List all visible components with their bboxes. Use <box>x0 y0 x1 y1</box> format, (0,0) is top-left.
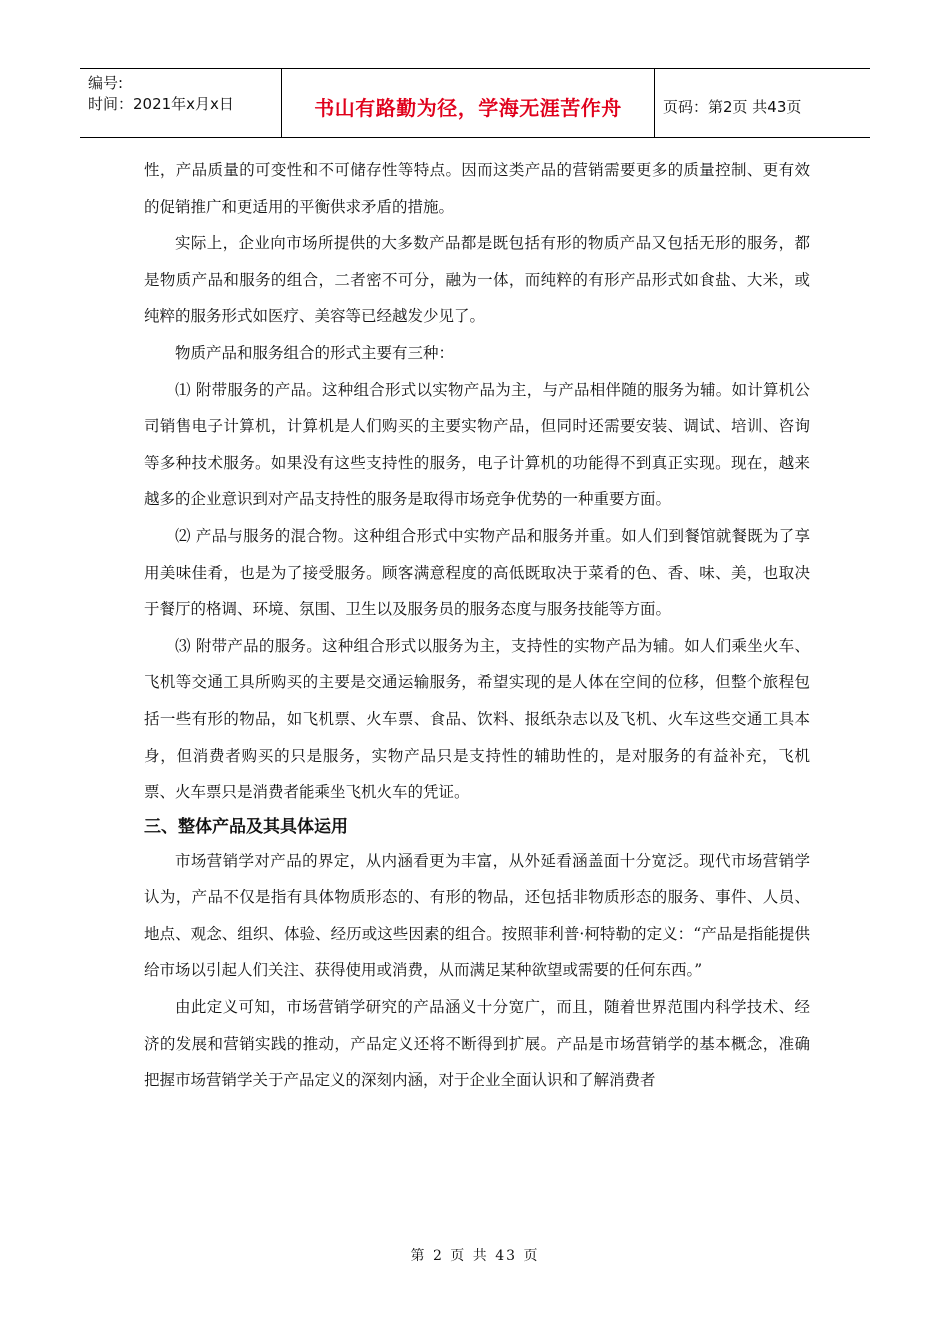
header-page-info-cell <box>655 69 870 137</box>
header-motto: 书山有路勤为径，学海无涯苦作舟 <box>314 95 622 120</box>
paragraph: 物质产品和服务组合的形式主要有三种： <box>175 343 455 362</box>
paragraph: 市场营销学对产品的界定，从内涵看更为丰富，从外延看涵盖面十分宽泛。现代市场营销学认为，产品不仅是指有具体物质形态的、有形的物品，还包括非物质形态的服务、事件、人员、地点、观念、组织、体验、经历或这些因素的组合。按照菲利普·柯特勒的定义：“产品是指能提供给市场以引起人们关注、获得使用或消费，从而满足某种欲望或需要的任何东西。” <box>144 851 810 980</box>
document-date: 时间：2021年x月x日 <box>88 95 234 113</box>
header-motto-cell <box>282 69 655 137</box>
page-header <box>80 68 870 138</box>
section-heading: 三、整体产品及其具体运用 <box>144 816 348 837</box>
list-item-paragraph: ⑶ 附带产品的服务。这种组合形式以服务为主，支持性的实物产品为辅。如人们乘坐火车、飞机等交通工具所购买的主要是交通运输服务，希望实现的是人体在空间的位移，但整个旅程包括一些有形的物品，如飞机票、火车票、食品、饮料、报纸杂志以及飞机、火车这些交通工具本身，但消费者购买的只是服务，实物产品只是支持性的辅助性的，是对服务的有益补充，飞机票、火车票只是消费者能乘坐飞机火车的凭证。 <box>144 636 810 802</box>
list-item-paragraph: ⑵ 产品与服务的混合物。这种组合形式中实物产品和服务并重。如人们到餐馆就餐既为了享用美味佳肴，也是为了接受服务。顾客满意程度的高低既取决于菜肴的色、香、味、美，也取决于餐厅的格调、环境、氛围、卫生以及服务员的服务态度与服务技能等方面。 <box>144 526 810 619</box>
page-footer: 第 2 页 共 43 页 <box>410 1248 540 1264</box>
list-item-paragraph: ⑴ 附带服务的产品。这种组合形式以实物产品为主，与产品相伴随的服务为辅。如计算机公司销售电子计算机，计算机是人们购买的主要实物产品，但同时还需要安装、调试、培训、咨询等多种技术服务。如果没有这些支持性的服务，电子计算机的功能得不到真正实现。现在，越来越多的企业意识到对产品支持性的服务是取得市场竞争优势的一种重要方面。 <box>144 380 810 509</box>
paragraph: 实际上，企业向市场所提供的大多数产品都是既包括有形的物质产品又包括无形的服务，都是物质产品和服务的组合，二者密不可分，融为一体，而纯粹的有形产品形式如食盐、大米，或纯粹的服务形式如医疗、美容等已经越发少见了。 <box>144 234 810 326</box>
header-page-info: 页码：第2页 共43页 <box>663 97 802 116</box>
document-number-label: 编号: <box>88 74 124 92</box>
paragraph: 性，产品质量的可变性和不可储存性等特点。因而这类产品的营销需要更多的质量控制、更有效的促销推广和更适用的平衡供求矛盾的措施。 <box>144 161 810 216</box>
header-meta <box>80 69 282 137</box>
paragraph: 由此定义可知，市场营销学研究的产品涵义十分宽广，而且，随着世界范围内科学技术、经济的发展和营销实践的推动，产品定义还将不断得到扩展。产品是市场营销学的基本概念，准确把握市场营销学关于产品定义的深刻内涵，对于企业全面认识和了解消费者 <box>144 998 810 1090</box>
document-body <box>144 152 810 1099</box>
